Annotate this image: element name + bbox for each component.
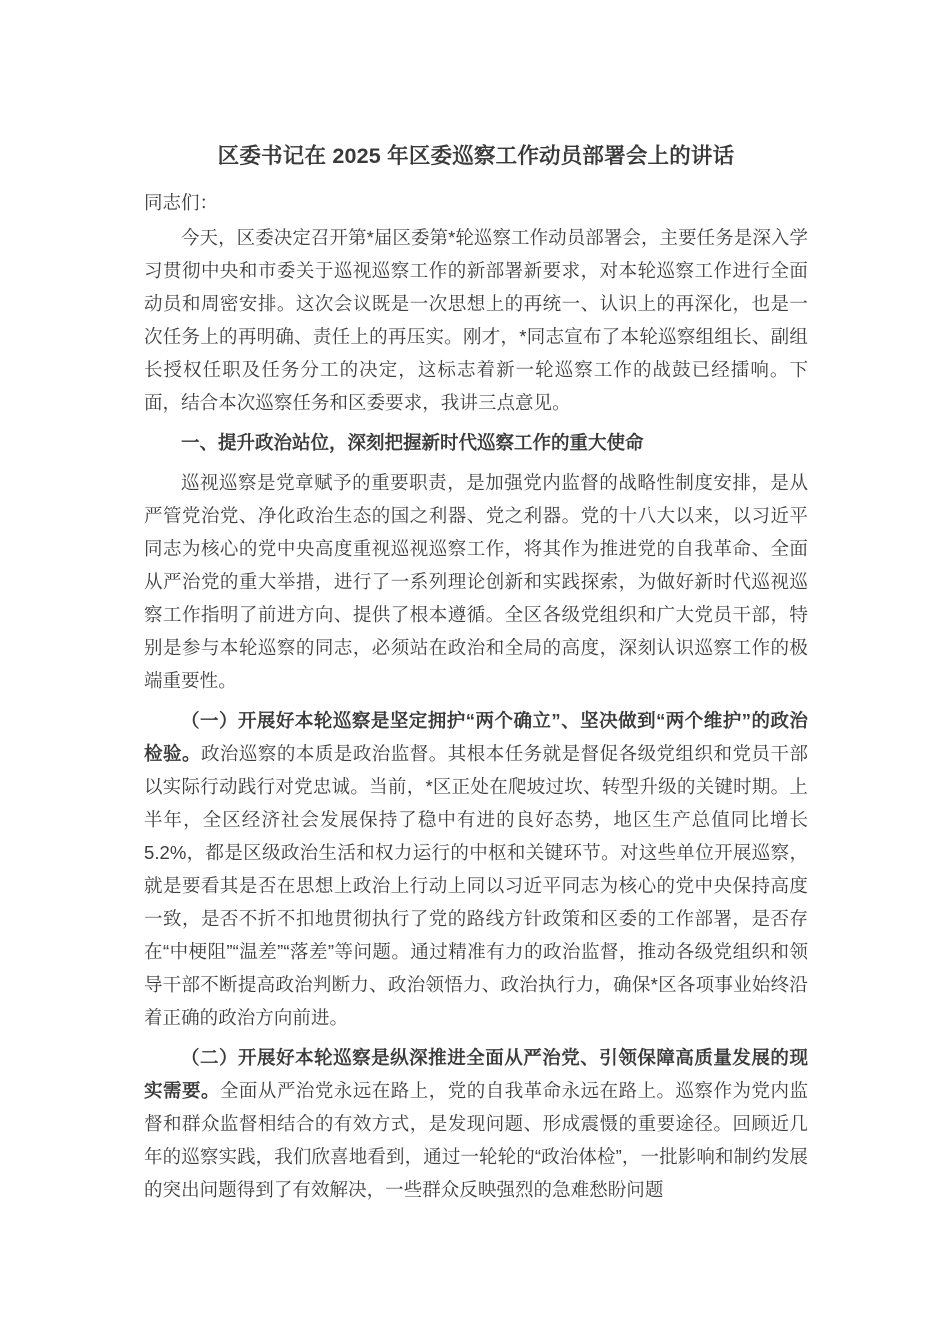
paragraph-lead-in-1: （一）开展好本轮巡察是坚定拥护“两个确立”、坚决做到“两个维护”的政治检验。 [144,710,808,765]
paragraph-body-1: 政治巡察的本质是政治监督。其根本任务就是督促各级党组织和党员干部以实际行动践行对党忠诚。当前，*区正处在爬坡过坎、转型升级的关键时期。上半年，全区经济社会发展保持了稳中有进的良好态势，地区生产总值同比增长 5.2%，都是区级政治生活和权力运行的中枢和关键环节。对这些单位开展巡察，就是要看其是否在思想上政治上行动上同以习近平同志为核心的党中央保持高度一致，是否不折不扣地贯彻执行了党的路线方针政策和区委的工作部署，是否存在“中梗阻”“温差”“落差”等问题。通过精准有力的政治监督，推动各级党组织和领导干部不断提高政治判断力、政治领悟力、政治执行力，确保*区各项事业始终沿着正确的政治方向前进。 [144,743,808,1029]
paragraph-section-1-item-2 [144,1041,808,1206]
paragraph-opening: 今天，区委决定召开第*届区委第*轮巡察工作动员部署会，主要任务是深入学习贯彻中央和市委关于巡视巡察工作的新部署新要求，对本轮巡察工作进行全面动员和周密安排。这次会议既是一次思想上的再统一、认识上的再深化，也是一次任务上的再明确、责任上的再压实。刚才，*同志宣布了本轮巡察组组长、副组长授权任职及任务分工的决定，这标志着新一轮巡察工作的战鼓已经擂响。下面，结合本次巡察任务和区委要求，我讲三点意见。 [144,227,808,414]
paragraph-section-1-item-1 [144,704,808,1034]
paragraph-lead-in-2: （二）开展好本轮巡察是纵深推进全面从严治党、引领保障高质量发展的现实需要。 [144,1047,808,1102]
salutation: 同志们： [144,192,219,214]
paragraph-section-1-intro: 巡视巡察是党章赋予的重要职责，是加强党内监督的战略性制度安排，是从严管党治党、净化政治生态的国之利器、党之利器。党的十八大以来，以习近平同志为核心的党中央高度重视巡视巡察工作，将其作为推进党的自我革命、全面从严治党的重大举措，进行了一系列理论创新和实践探索，为做好新时代巡视巡察工作指明了前进方向、提供了根本遵循。全区各级党组织和广大党员干部，特别是参与本轮巡察的同志，必须站在政治和全局的高度，深刻认识巡察工作的极端重要性。 [144,472,808,692]
page-title: 区委书记在 2025 年区委巡察工作动员部署会上的讲话 [217,144,735,168]
section-heading-1: 一、提升政治站位，深刻把握新时代巡察工作的重大使命 [181,432,644,454]
paragraph-body-2: 全面从严治党永远在路上，党的自我革命永远在路上。巡察作为党内监督和群众监督相结合的有效方式，是发现问题、形成震慑的重要途径。回顾近几年的巡察实践，我们欣喜地看到，通过一轮轮的“政治体检”，一批影响和制约发展的突出问题得到了有效解决，一些群众反映强烈的急难愁盼问题 [144,1080,808,1201]
